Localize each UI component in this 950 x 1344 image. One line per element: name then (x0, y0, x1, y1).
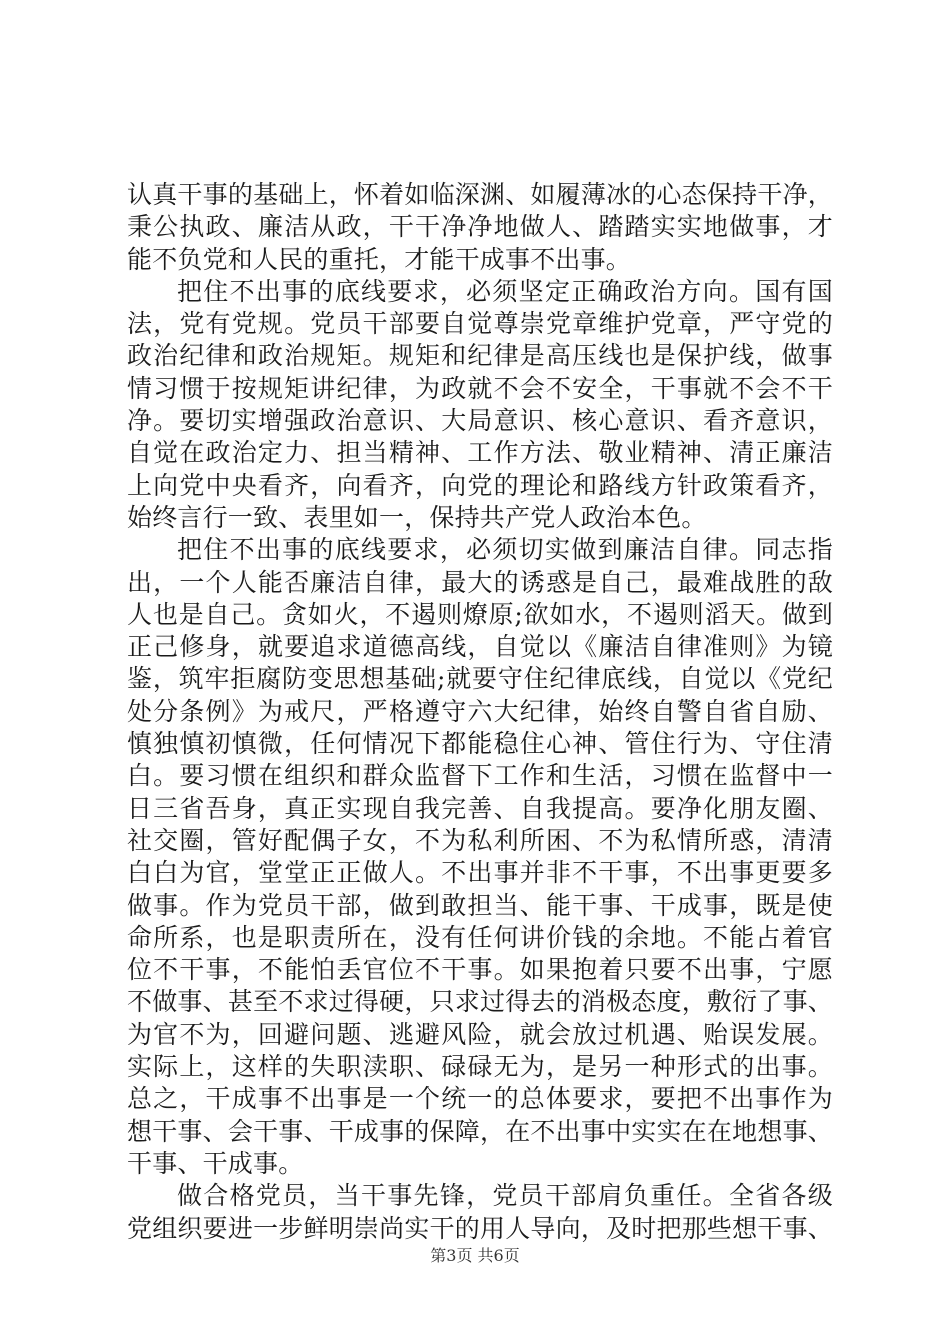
text-line: 把住不出事的底线要求，必须切实做到廉洁自律。同志指 (177, 535, 833, 565)
text-line: 党组织要进一步鲜明崇尚实干的用人导向，及时把那些想干事、 (127, 1213, 833, 1243)
text-line: 白白为官，堂堂正正做人。不出事并非不干事，不出事更要多 (127, 858, 833, 888)
text-line: 干事、干成事。 (127, 1148, 304, 1178)
text-line: 把住不出事的底线要求，必须坚定正确政治方向。国有国 (177, 276, 833, 306)
text-line: 情习惯于按规矩讲纪律，为政就不会不安全，干事就不会不干 (127, 373, 833, 403)
text-line: 处分条例》为戒尺，严格遵守六大纪律，始终自警自省自励、 (127, 696, 833, 726)
text-line: 社交圈，管好配偶子女，不为私利所困、不为私情所惑，清清 (127, 825, 833, 855)
text-line: 做合格党员，当干事先锋，党员干部肩负重任。全省各级 (177, 1181, 833, 1211)
text-line: 做事。作为党员干部，做到敢担当、能干事、干成事，既是使 (127, 890, 833, 920)
text-line: 白。要习惯在组织和群众监督下工作和生活，习惯在监督中一 (127, 761, 833, 791)
text-line: 人也是自己。贪如火，不遏则燎原;欲如水，不遏则滔天。做到 (127, 599, 833, 629)
text-line: 命所系，也是职责所在，没有任何讲价钱的余地。不能占着官 (127, 922, 833, 952)
text-line: 实际上，这样的失职渎职、碌碌无为，是另一种形式的出事。 (127, 1052, 833, 1082)
text-line: 出，一个人能否廉洁自律，最大的诱惑是自己，最难战胜的敌 (127, 567, 833, 597)
text-line: 正己修身，就要追求道德高线，自觉以《廉洁自律准则》为镜 (127, 632, 833, 662)
text-line: 为官不为，回避问题、逃避风险，就会放过机遇、贻误发展。 (127, 1019, 833, 1049)
text-line: 慎独慎初慎微，任何情况下都能稳住心神、管住行为、守住清 (127, 729, 833, 759)
text-line: 想干事、会干事、干成事的保障，在不出事中实实在在地想事、 (127, 1116, 833, 1146)
text-line: 上向党中央看齐，向看齐，向党的理论和路线方针政策看齐， (127, 470, 833, 500)
text-line: 鉴，筑牢拒腐防变思想基础;就要守住纪律底线，自觉以《党纪 (127, 664, 833, 694)
text-line: 认真干事的基础上，怀着如临深渊、如履薄冰的心态保持干净， (127, 180, 833, 209)
text-line: 政治纪律和政治规矩。规矩和纪律是高压线也是保护线，做事 (127, 341, 833, 371)
text-line: 能不负党和人民的重托，才能干成事不出事。 (127, 244, 632, 274)
text-line: 始终言行一致、表里如一，保持共产党人政治本色。 (127, 502, 707, 532)
page-number-footer: 第3页 共6页 (430, 1246, 520, 1265)
text-line: 自觉在政治定力、担当精神、工作方法、敬业精神、清正廉洁 (127, 438, 833, 468)
text-line: 净。要切实增强政治意识、大局意识、核心意识、看齐意识， (127, 406, 833, 436)
text-line: 总之，干成事不出事是一个统一的总体要求，要把不出事作为 (127, 1084, 833, 1114)
document-body (127, 179, 833, 1245)
text-line: 法，党有党规。党员干部要自觉尊崇党章维护党章，严守党的 (127, 309, 833, 339)
text-line: 秉公执政、廉洁从政，干干净净地做人、踏踏实实地做事，才 (127, 212, 833, 242)
text-line: 不做事、甚至不求过得硬，只求过得去的消极态度，敷衍了事、 (127, 987, 833, 1017)
text-line: 日三省吾身，真正实现自我完善、自我提高。要净化朋友圈、 (127, 793, 833, 823)
text-line: 位不干事，不能怕丢官位不干事。如果抱着只要不出事，宁愿 (127, 955, 833, 985)
